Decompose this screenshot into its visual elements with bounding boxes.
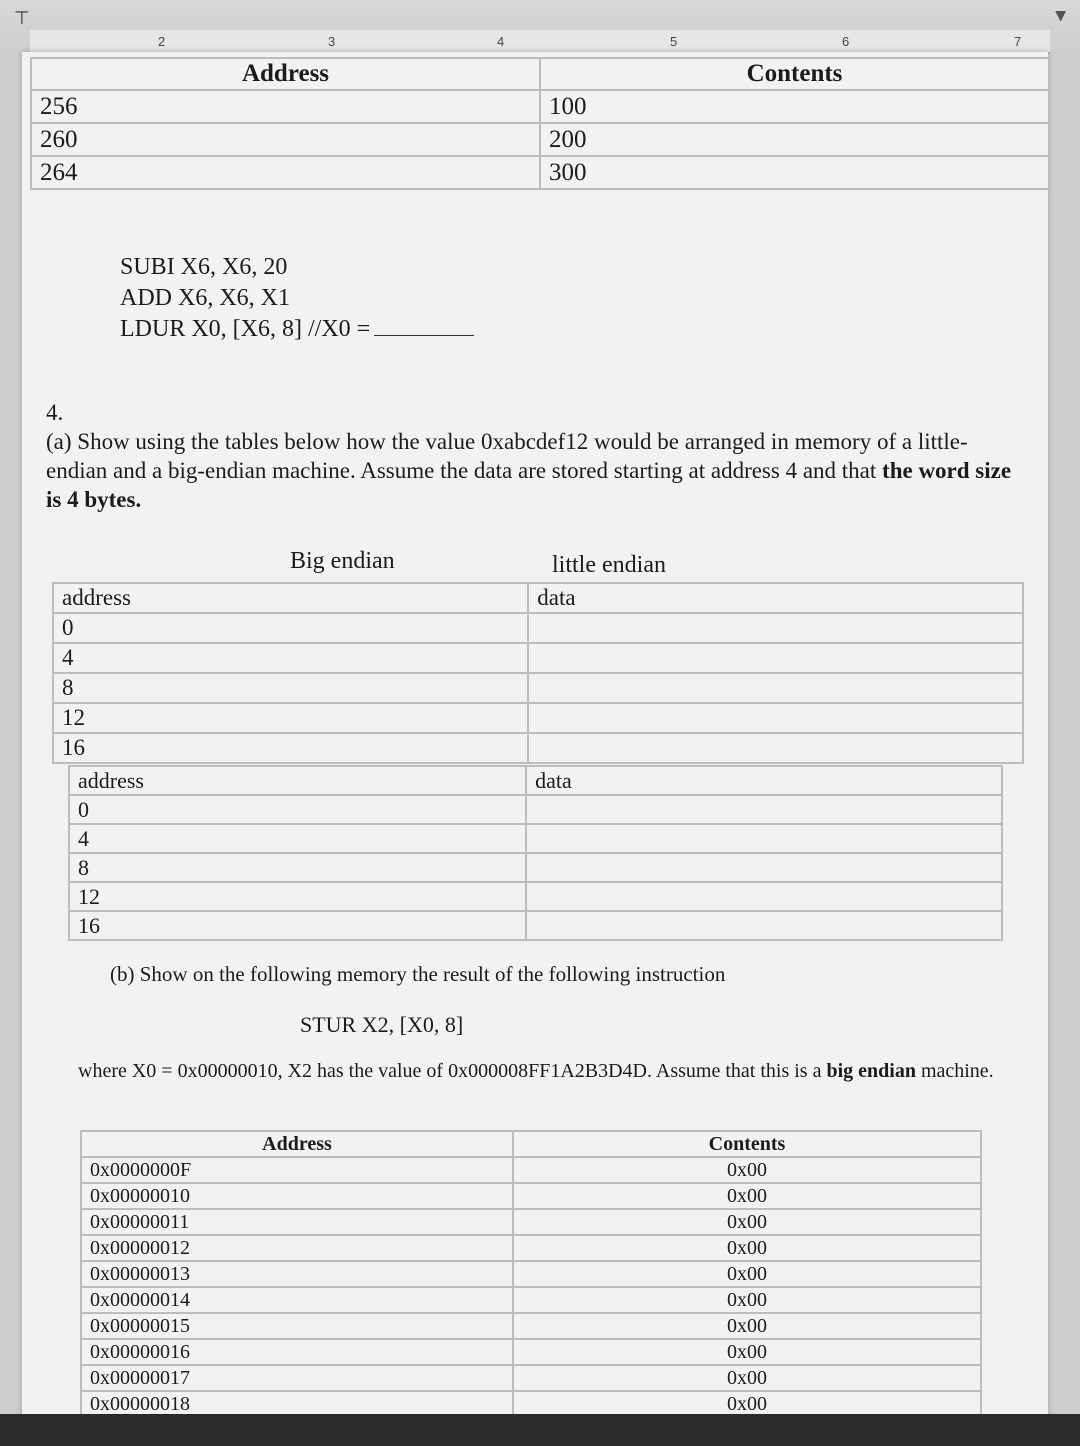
ruler-tick: 7	[1014, 34, 1022, 49]
address-cell[interactable]: 0x00000015	[81, 1313, 513, 1339]
address-cell[interactable]: 0x00000013	[81, 1261, 513, 1287]
ruler	[0, 0, 1080, 58]
address-cell[interactable]: 0x00000016	[81, 1339, 513, 1365]
table-row	[81, 1183, 981, 1209]
table-row	[31, 90, 1049, 123]
header-contents: Contents	[540, 58, 1049, 90]
table-row	[81, 1235, 981, 1261]
table-row	[53, 673, 1023, 703]
ruler-tick: 4	[497, 34, 505, 49]
ruler-tick: 2	[158, 34, 166, 49]
contents-cell[interactable]: 0x00	[513, 1209, 981, 1235]
stur-instruction: STUR X2, [X0, 8]	[300, 1012, 464, 1037]
table-row	[53, 733, 1023, 763]
contents-cell[interactable]: 0x00	[513, 1313, 981, 1339]
header-data: data	[526, 766, 1002, 795]
header-address: Address	[81, 1131, 513, 1157]
address-cell[interactable]: 0x00000018	[81, 1391, 513, 1417]
header-address: address	[69, 766, 526, 795]
address-cell[interactable]: 4	[69, 824, 526, 853]
ruler-strip[interactable]	[30, 30, 1050, 53]
table-row	[81, 1209, 981, 1235]
data-cell[interactable]	[528, 643, 1023, 673]
question-text-part: (a) Show using the tables below how the value 0xabcdef12 would be arranged in memory of a little-endian and a big-endian machine. Assume the data are stored starting at address 4 and that	[46, 429, 968, 483]
big-endian-label: Big endian	[290, 548, 395, 574]
table-row	[81, 1157, 981, 1183]
address-cell[interactable]: 8	[69, 853, 526, 882]
contents-cell[interactable]: 0x00	[513, 1339, 981, 1365]
contents-cell[interactable]: 0x00	[513, 1365, 981, 1391]
question-4	[46, 398, 1026, 514]
contents-cell[interactable]: 0x00	[513, 1261, 981, 1287]
little-endian-table	[68, 765, 1003, 941]
question-text-bold: the word size is 4 bytes.	[46, 458, 1012, 512]
address-cell[interactable]: 0	[69, 795, 526, 824]
table-row	[81, 1339, 981, 1365]
code-line: SUBI X6, X6, 20	[120, 254, 288, 280]
address-cell[interactable]: 0x00000011	[81, 1209, 513, 1235]
address-cell[interactable]: 16	[69, 911, 526, 940]
code-line	[120, 314, 474, 345]
address-cell[interactable]: 16	[53, 733, 528, 763]
address-cell[interactable]: 0x0000000F	[81, 1157, 513, 1183]
where-text	[78, 1058, 1008, 1084]
code-line-text: LDUR X0, [X6, 8] //X0 =	[120, 316, 371, 342]
table-row	[69, 795, 1002, 824]
table-row	[69, 853, 1002, 882]
header-address: address	[53, 583, 528, 613]
table-row	[53, 643, 1023, 673]
address-cell[interactable]: 0x00000012	[81, 1235, 513, 1261]
question-text	[46, 427, 1026, 514]
address-cell[interactable]: 8	[53, 673, 528, 703]
contents-cell[interactable]: 100	[540, 90, 1049, 123]
contents-cell[interactable]: 0x00	[513, 1287, 981, 1313]
table-row	[31, 156, 1049, 189]
address-cell[interactable]: 260	[31, 123, 540, 156]
data-cell[interactable]	[528, 733, 1023, 763]
table-row	[69, 911, 1002, 940]
little-endian-label: little endian	[552, 552, 666, 578]
question-b-text: (b) Show on the following memory the result of the following instruction	[110, 962, 726, 986]
data-cell[interactable]	[526, 824, 1002, 853]
code-line: ADD X6, X6, X1	[120, 285, 290, 311]
address-cell[interactable]: 12	[53, 703, 528, 733]
address-cell[interactable]: 256	[31, 90, 540, 123]
data-cell[interactable]	[528, 673, 1023, 703]
address-cell[interactable]: 0x00000014	[81, 1287, 513, 1313]
scroll-down-arrow-icon[interactable]: ▼	[1055, 8, 1066, 24]
data-cell[interactable]	[526, 882, 1002, 911]
data-cell[interactable]	[526, 911, 1002, 940]
question-number: 4.	[46, 400, 64, 425]
address-cell[interactable]: 0x00000010	[81, 1183, 513, 1209]
data-cell[interactable]	[526, 853, 1002, 882]
header-address: Address	[31, 58, 540, 90]
contents-cell[interactable]: 0x00	[513, 1235, 981, 1261]
address-cell[interactable]: 0	[53, 613, 528, 643]
header-contents: Contents	[513, 1131, 981, 1157]
address-cell[interactable]: 0x00000017	[81, 1365, 513, 1391]
bottom-bar	[0, 1414, 1080, 1446]
table-row	[81, 1365, 981, 1391]
contents-cell[interactable]: 0x00	[513, 1391, 981, 1417]
table-row	[53, 613, 1023, 643]
contents-cell[interactable]: 0x00	[513, 1183, 981, 1209]
memory-table-2	[80, 1130, 982, 1418]
table-row	[53, 703, 1023, 733]
big-endian-table	[52, 582, 1024, 764]
ruler-tick: 6	[842, 34, 850, 49]
contents-cell[interactable]: 200	[540, 123, 1049, 156]
answer-blank[interactable]	[374, 317, 474, 336]
table-row	[69, 882, 1002, 911]
table-row	[81, 1313, 981, 1339]
address-cell[interactable]: 12	[69, 882, 526, 911]
where-text-part: machine.	[915, 1060, 994, 1082]
address-cell[interactable]: 4	[53, 643, 528, 673]
data-cell[interactable]	[528, 703, 1023, 733]
contents-cell[interactable]: 300	[540, 156, 1049, 189]
table-row	[81, 1261, 981, 1287]
where-text-part: where X0 = 0x00000010, X2 has the value of 0x000008FF1A2B3D4D. Assume that this is a	[78, 1060, 827, 1082]
data-cell[interactable]	[526, 795, 1002, 824]
contents-cell[interactable]: 0x00	[513, 1157, 981, 1183]
code-block	[120, 252, 474, 345]
where-text-bold: big endian	[826, 1060, 916, 1082]
ruler-tick: 5	[670, 34, 678, 49]
address-cell[interactable]: 264	[31, 156, 540, 189]
header-data: data	[528, 583, 1023, 613]
ruler-tick: 3	[328, 34, 336, 49]
table-row	[69, 824, 1002, 853]
table-row	[81, 1287, 981, 1313]
indent-marker-icon[interactable]: ⊤	[14, 8, 30, 29]
data-cell[interactable]	[528, 613, 1023, 643]
table-row	[31, 123, 1049, 156]
memory-table-1	[30, 57, 1050, 190]
